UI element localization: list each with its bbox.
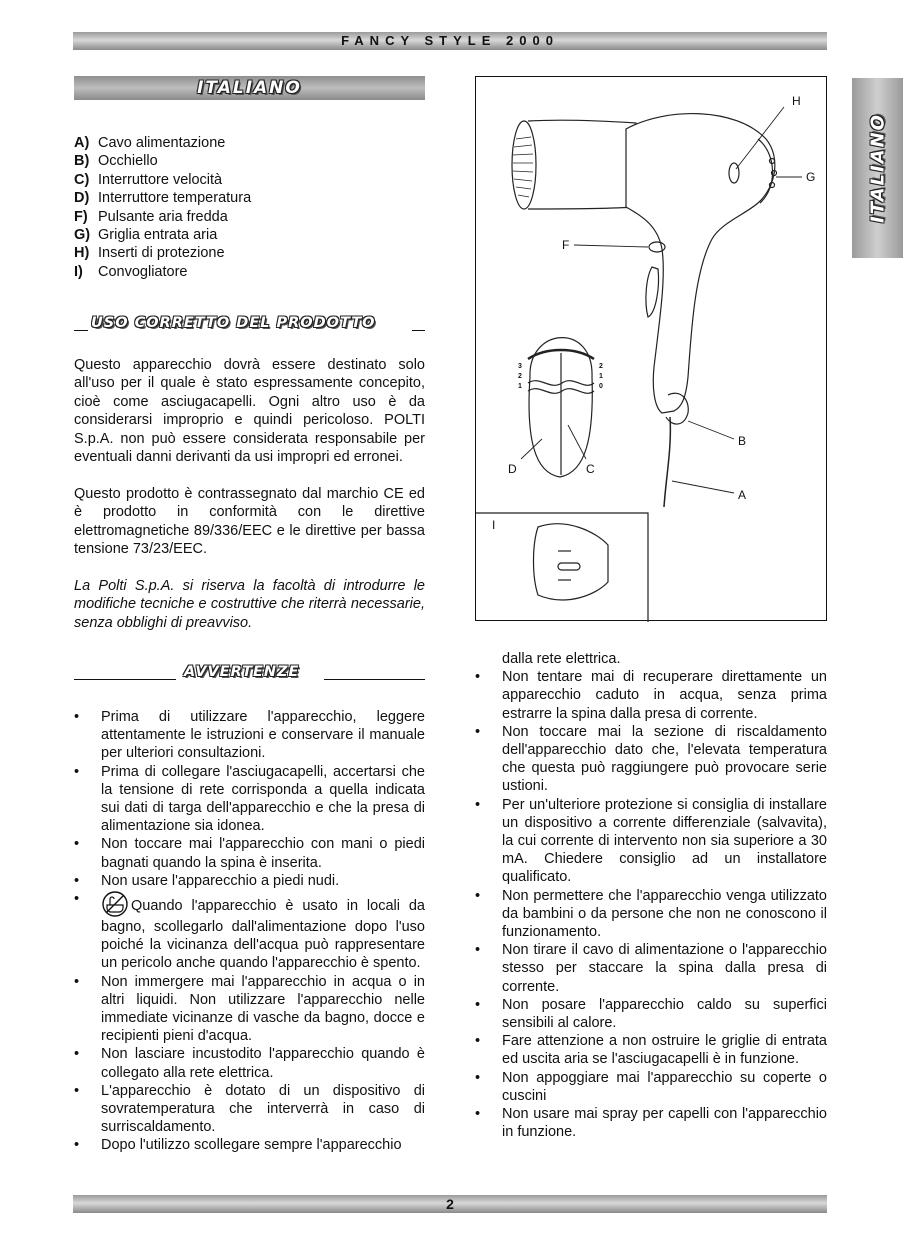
language-side-tab — [852, 78, 903, 258]
label-c: C — [586, 462, 595, 476]
legend-key: G) — [74, 227, 91, 244]
legend-label: Cavo alimentazione — [98, 135, 226, 151]
warning-item: • Dopo l'utilizzo scollegare sempre l'apparecchio — [74, 1136, 425, 1154]
legend-item — [74, 208, 251, 226]
dryer-body — [626, 114, 775, 413]
hair-dryer-figure — [475, 76, 827, 621]
warning-item: • Non appoggiare mai l'apparecchio su coperte o cuscini — [475, 1069, 827, 1105]
concentrator — [534, 524, 609, 600]
temp-scale-3: 3 — [518, 363, 522, 370]
warning-item: • Prima di utilizzare l'apparecchio, leggere attentamente le istruzioni e conservare il manuale per ulteriori consultazioni. — [74, 708, 425, 763]
warning-item: • L'apparecchio è dotato di un dispositivo di sovratemperatura che interverrà in caso di surriscaldamento. — [74, 1082, 425, 1137]
callout-line-b — [688, 421, 734, 439]
warning-item: • Non permettere che l'apparecchio venga utilizzato da bambini o da persone che non ne conoscono il funzionamento. — [475, 887, 827, 942]
document-title: FANCY STYLE 2000 — [341, 33, 559, 48]
power-cable — [664, 417, 670, 507]
legend-label: Occhiello — [98, 153, 158, 170]
language-side-tab-text: ITALIANO — [867, 113, 888, 223]
uso-corretto-heading — [74, 315, 425, 334]
legend-label: Griglia entrata aria — [98, 227, 218, 244]
legend-item — [74, 226, 251, 244]
legend-item — [74, 152, 251, 170]
warning-item: • Non usare mai spray per capelli con l'apparecchio in funzione. — [475, 1105, 827, 1141]
footer-bar — [73, 1195, 827, 1213]
uso-corretto-title: USO CORRETTO DEL PRODOTTO — [91, 315, 376, 331]
barrel — [528, 120, 636, 209]
legend-item — [74, 263, 251, 281]
legend-label: Interruttore temperatura — [98, 190, 252, 207]
heading-rule — [74, 330, 88, 331]
legend-key: B) — [74, 153, 90, 170]
warning-item: • Non posare l'apparecchio caldo su superfici sensibili al calore. — [475, 996, 827, 1032]
warning-item: • Non toccare mai la sezione di riscaldamento dell'apparecchio dato che, l'elevata temperatura che questa può raggiungere può provocare serie ustioni. — [475, 723, 827, 796]
warning-continuation: dalla rete elettrica. — [502, 651, 621, 667]
warning-item: • Non tentare mai di recuperare direttamente un apparecchio caduto in acqua, senza prima estrarre la spina dalla presa di corrente. — [475, 668, 827, 723]
warning-item: • Per un'ulteriore protezione si consiglia di installare un dispositivo a corrente differenziale (salvavita), la cui corrente di intervento non sia superiore a 30 mA. Chiedere consiglio ad un installatore qualificato. — [475, 796, 827, 887]
handle-switch — [646, 267, 659, 317]
legend-key: F) — [74, 208, 88, 225]
header-bar — [73, 32, 827, 50]
warnings-list-right — [475, 650, 827, 1141]
heading-rule — [74, 679, 176, 680]
page-number: 2 — [446, 1196, 454, 1212]
speed-scale-2: 2 — [599, 363, 603, 370]
legend-item — [74, 171, 251, 189]
legend-label: Convogliatore — [98, 263, 188, 280]
uso-corretto-paragraph: Questo apparecchio dovrà essere destinato solo all'uso per il quale è stato espressamente concepito, cioè come asciugacapelli. Ogni altro uso è da considerarsi improprio e quindi pericoloso. POLTI S.p.A. non può essere considerata responsabile per eventuali danni derivanti da usi impropri ed erronei. — [74, 357, 425, 466]
warning-item: • Non usare l'apparecchio a piedi nudi. — [74, 872, 425, 890]
label-b: B — [738, 434, 747, 448]
warnings-list-left — [74, 708, 425, 1155]
legend-label: Pulsante aria fredda — [98, 208, 228, 225]
warning-item: • Prima di collegare l'asciugacapelli, accertarsi che la tensione di rete corrisponda a quella indicata sui dati di targa dell'apparecchio e che la presa di alimentazione sia idonea. — [74, 763, 425, 836]
legend-key: H) — [74, 245, 90, 262]
legend-key: A) — [74, 135, 90, 151]
temp-scale-2: 2 — [518, 373, 522, 380]
warning-item: • Non toccare mai l'apparecchio con mani o piedi bagnati quando la spina è inserita. — [74, 835, 425, 871]
label-g: G — [806, 170, 816, 184]
disclaimer-paragraph: La Polti S.p.A. si riserva la facoltà di introdurre le modifiche tecniche e costruttive che riterrà necessarie, senza obblighi di preavviso. — [74, 578, 425, 631]
language-heading — [74, 76, 425, 100]
legend-key: D) — [74, 190, 90, 207]
legend-key: C) — [74, 171, 90, 188]
label-a: A — [738, 488, 747, 502]
legend-item — [74, 244, 251, 262]
avvertenze-title: AVVERTENZE — [184, 664, 300, 680]
warning-item: • Fare attenzione a non ostruire le griglie di entrata ed uscita aria se l'asciugacapelli è in funzione. — [475, 1032, 827, 1068]
label-h: H — [792, 94, 801, 108]
warning-item — [74, 890, 425, 973]
legend-item — [74, 189, 251, 207]
label-f: F — [562, 238, 570, 252]
hair-dryer-drawing — [476, 77, 828, 622]
warning-item: • Non immergere mai l'apparecchio in acqua o in altri liquidi. Non utilizzare l'apparecchio nelle immediate vicinanze di vasche da bagno, docce e recipienti pieni d'acqua. — [74, 973, 425, 1046]
parts-legend — [74, 134, 251, 281]
language-heading-text: ITALIANO — [197, 78, 302, 98]
legend-item — [74, 134, 251, 152]
avvertenze-heading — [74, 664, 425, 683]
temp-scale-1: 1 — [518, 383, 522, 390]
callout-line-f — [574, 245, 648, 247]
speed-scale-0: 0 — [599, 383, 603, 390]
speed-scale-1: 1 — [599, 373, 603, 380]
heading-rule — [324, 679, 425, 680]
bathroom-warning-text: Quando l'apparecchio è usato in locali da bagno, scollegarlo dall'alimentazione dopo l'uso poiché la vicinanza dell'acqua può rappresentare un pericolo anche quando l'apparecchio è spento. — [101, 898, 425, 972]
label-d: D — [508, 462, 517, 476]
callout-line-a — [672, 481, 734, 493]
label-i: I — [492, 518, 496, 532]
legend-label: Inserti di protezione — [98, 245, 225, 262]
warning-item: • Non lasciare incustodito l'apparecchio quando è collegato alla rete elettrica. — [74, 1045, 425, 1081]
no-bathtub-icon — [101, 890, 129, 918]
legend-key: I) — [74, 263, 83, 280]
warning-item: • Non tirare il cavo di alimentazione o l'apparecchio stesso per staccare la spina dalla presa di corrente. — [475, 941, 827, 996]
ce-paragraph: Questo prodotto è contrassegnato dal marchio CE ed è prodotto in conformità con le direttive elettromagnetiche 89/336/EEC e le direttive per bassa tensione 73/23/EEC. — [74, 486, 425, 558]
heading-rule — [412, 330, 425, 331]
legend-label: Interruttore velocità — [98, 171, 223, 188]
